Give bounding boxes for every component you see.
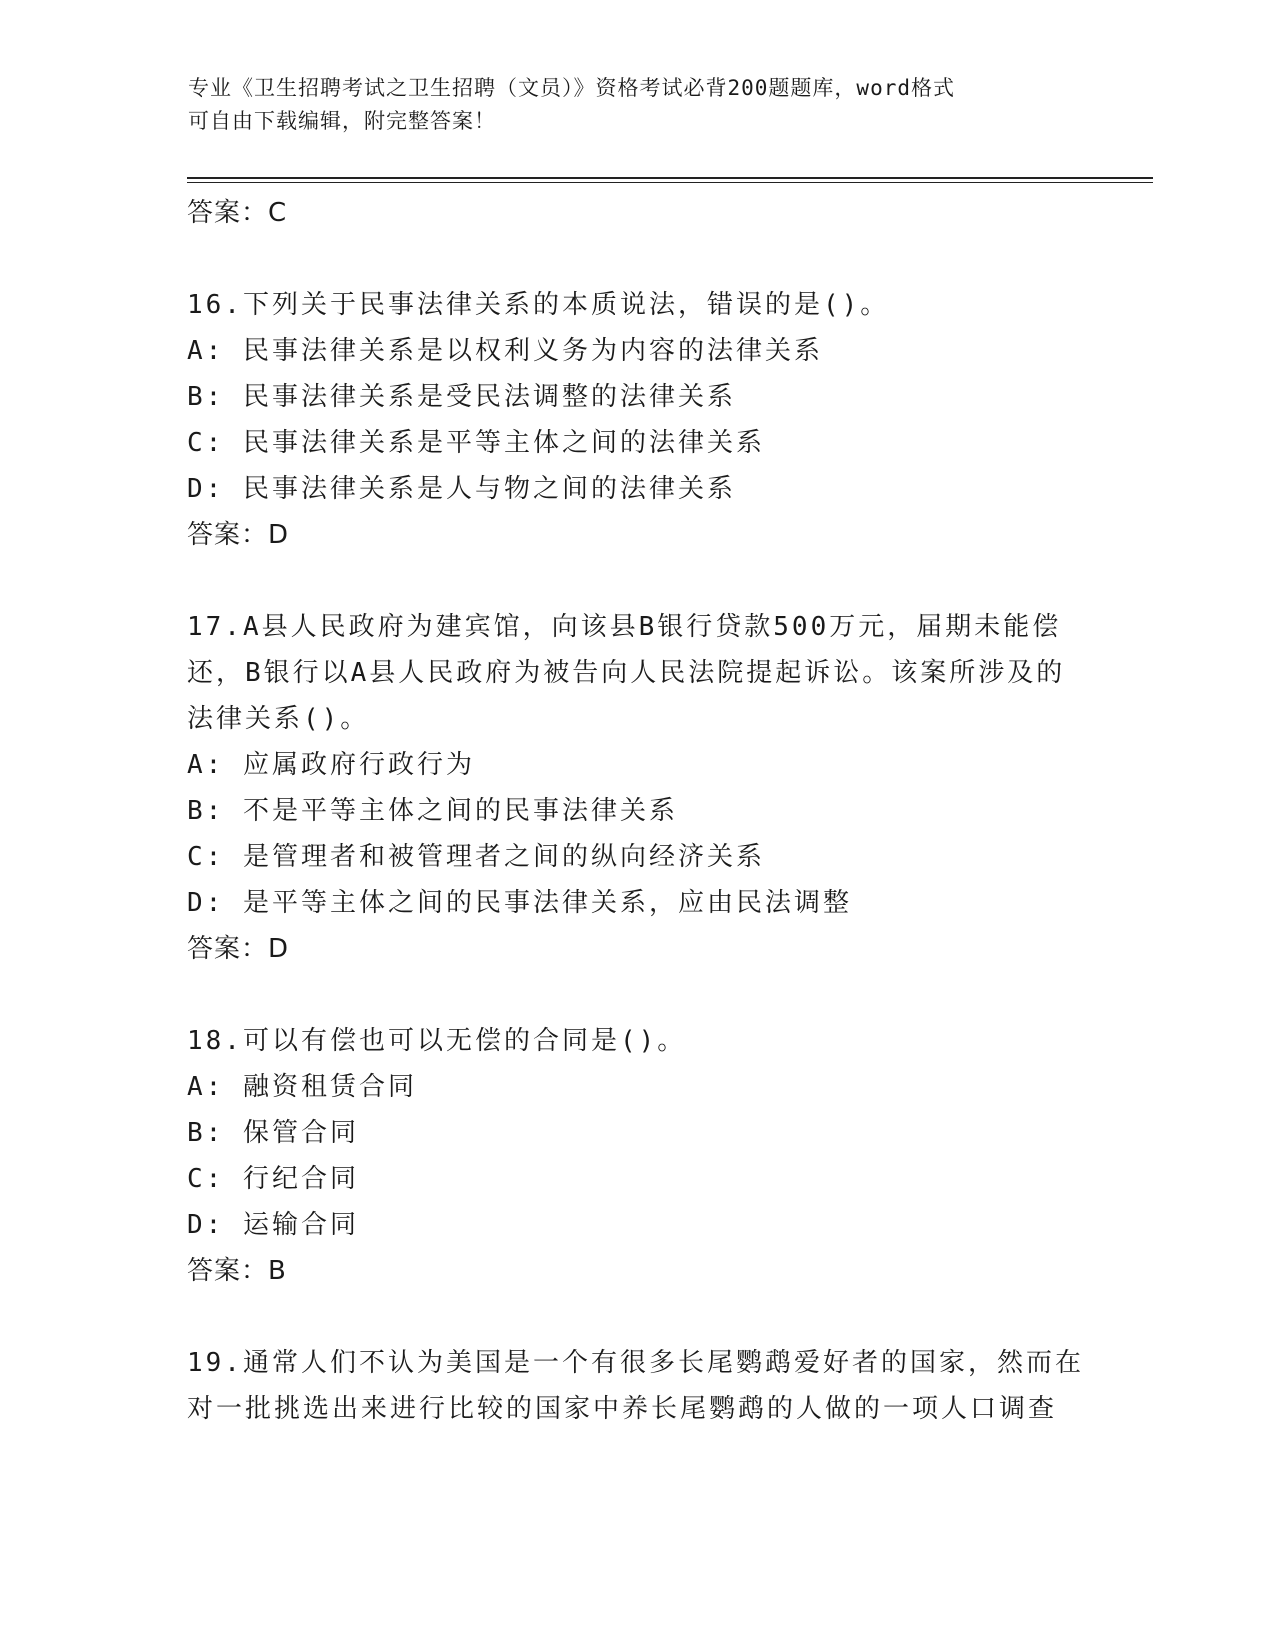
header-divider-thick <box>187 177 1153 179</box>
question-stem-line: 还，B银行以A县人民政府为被告向人民法院提起诉讼。该案所涉及的 <box>187 658 1066 688</box>
option-b: B: 民事法律关系是受民法调整的法律关系 <box>187 382 736 412</box>
option-a: A: 民事法律关系是以权利义务为内容的法律关系 <box>187 336 823 366</box>
answer-label: 答案：C <box>187 198 288 228</box>
option-a: A: 融资租赁合同 <box>187 1072 417 1102</box>
option-b: B: 不是平等主体之间的民事法律关系 <box>187 796 678 826</box>
question-list <box>187 190 1087 1432</box>
header-title-line2: 可自由下载编辑，附完整答案！ <box>188 109 496 133</box>
answer-label: 答案：D <box>187 520 290 550</box>
question-stem-line: 16.下列关于民事法律关系的本质说法，错误的是()。 <box>187 290 890 320</box>
option-b: B: 保管合同 <box>187 1118 359 1148</box>
option-c: C: 行纪合同 <box>187 1164 359 1194</box>
question-item <box>187 604 1087 972</box>
header-title-line1: 专业《卫生招聘考试之卫生招聘（文员）》资格考试必背200题题库，word格式 <box>188 76 955 100</box>
option-d: D: 民事法律关系是人与物之间的法律关系 <box>187 474 736 504</box>
question-stem-line: 18.可以有偿也可以无偿的合同是()。 <box>187 1026 687 1056</box>
option-a: A: 应属政府行政行为 <box>187 750 475 780</box>
spacer <box>187 236 1087 282</box>
document-header <box>188 72 1068 138</box>
header-divider-thin <box>187 182 1153 183</box>
question-item <box>187 1340 1087 1432</box>
option-c: C: 是管理者和被管理者之间的纵向经济关系 <box>187 842 765 872</box>
spacer <box>187 1294 1087 1340</box>
option-d: D: 是平等主体之间的民事法律关系，应由民法调整 <box>187 888 852 918</box>
answer-label: 答案：B <box>187 1256 287 1286</box>
question-stem-line: 对一批挑选出来进行比较的国家中养长尾鹦鹉的人做的一项人口调查 <box>187 1394 1058 1424</box>
question-stem-line: 17.A县人民政府为建宾馆，向该县B银行贷款500万元，届期未能偿 <box>187 612 1062 642</box>
question-item <box>187 282 1087 558</box>
spacer <box>187 558 1087 604</box>
question-stem-line: 19.通常人们不认为美国是一个有很多长尾鹦鹉爱好者的国家，然而在 <box>187 1348 1084 1378</box>
spacer <box>187 972 1087 1018</box>
option-d: D: 运输合同 <box>187 1210 359 1240</box>
answer-label: 答案：D <box>187 934 290 964</box>
question-stem-line: 法律关系()。 <box>187 704 370 734</box>
question-item <box>187 1018 1087 1294</box>
option-c: C: 民事法律关系是平等主体之间的法律关系 <box>187 428 765 458</box>
